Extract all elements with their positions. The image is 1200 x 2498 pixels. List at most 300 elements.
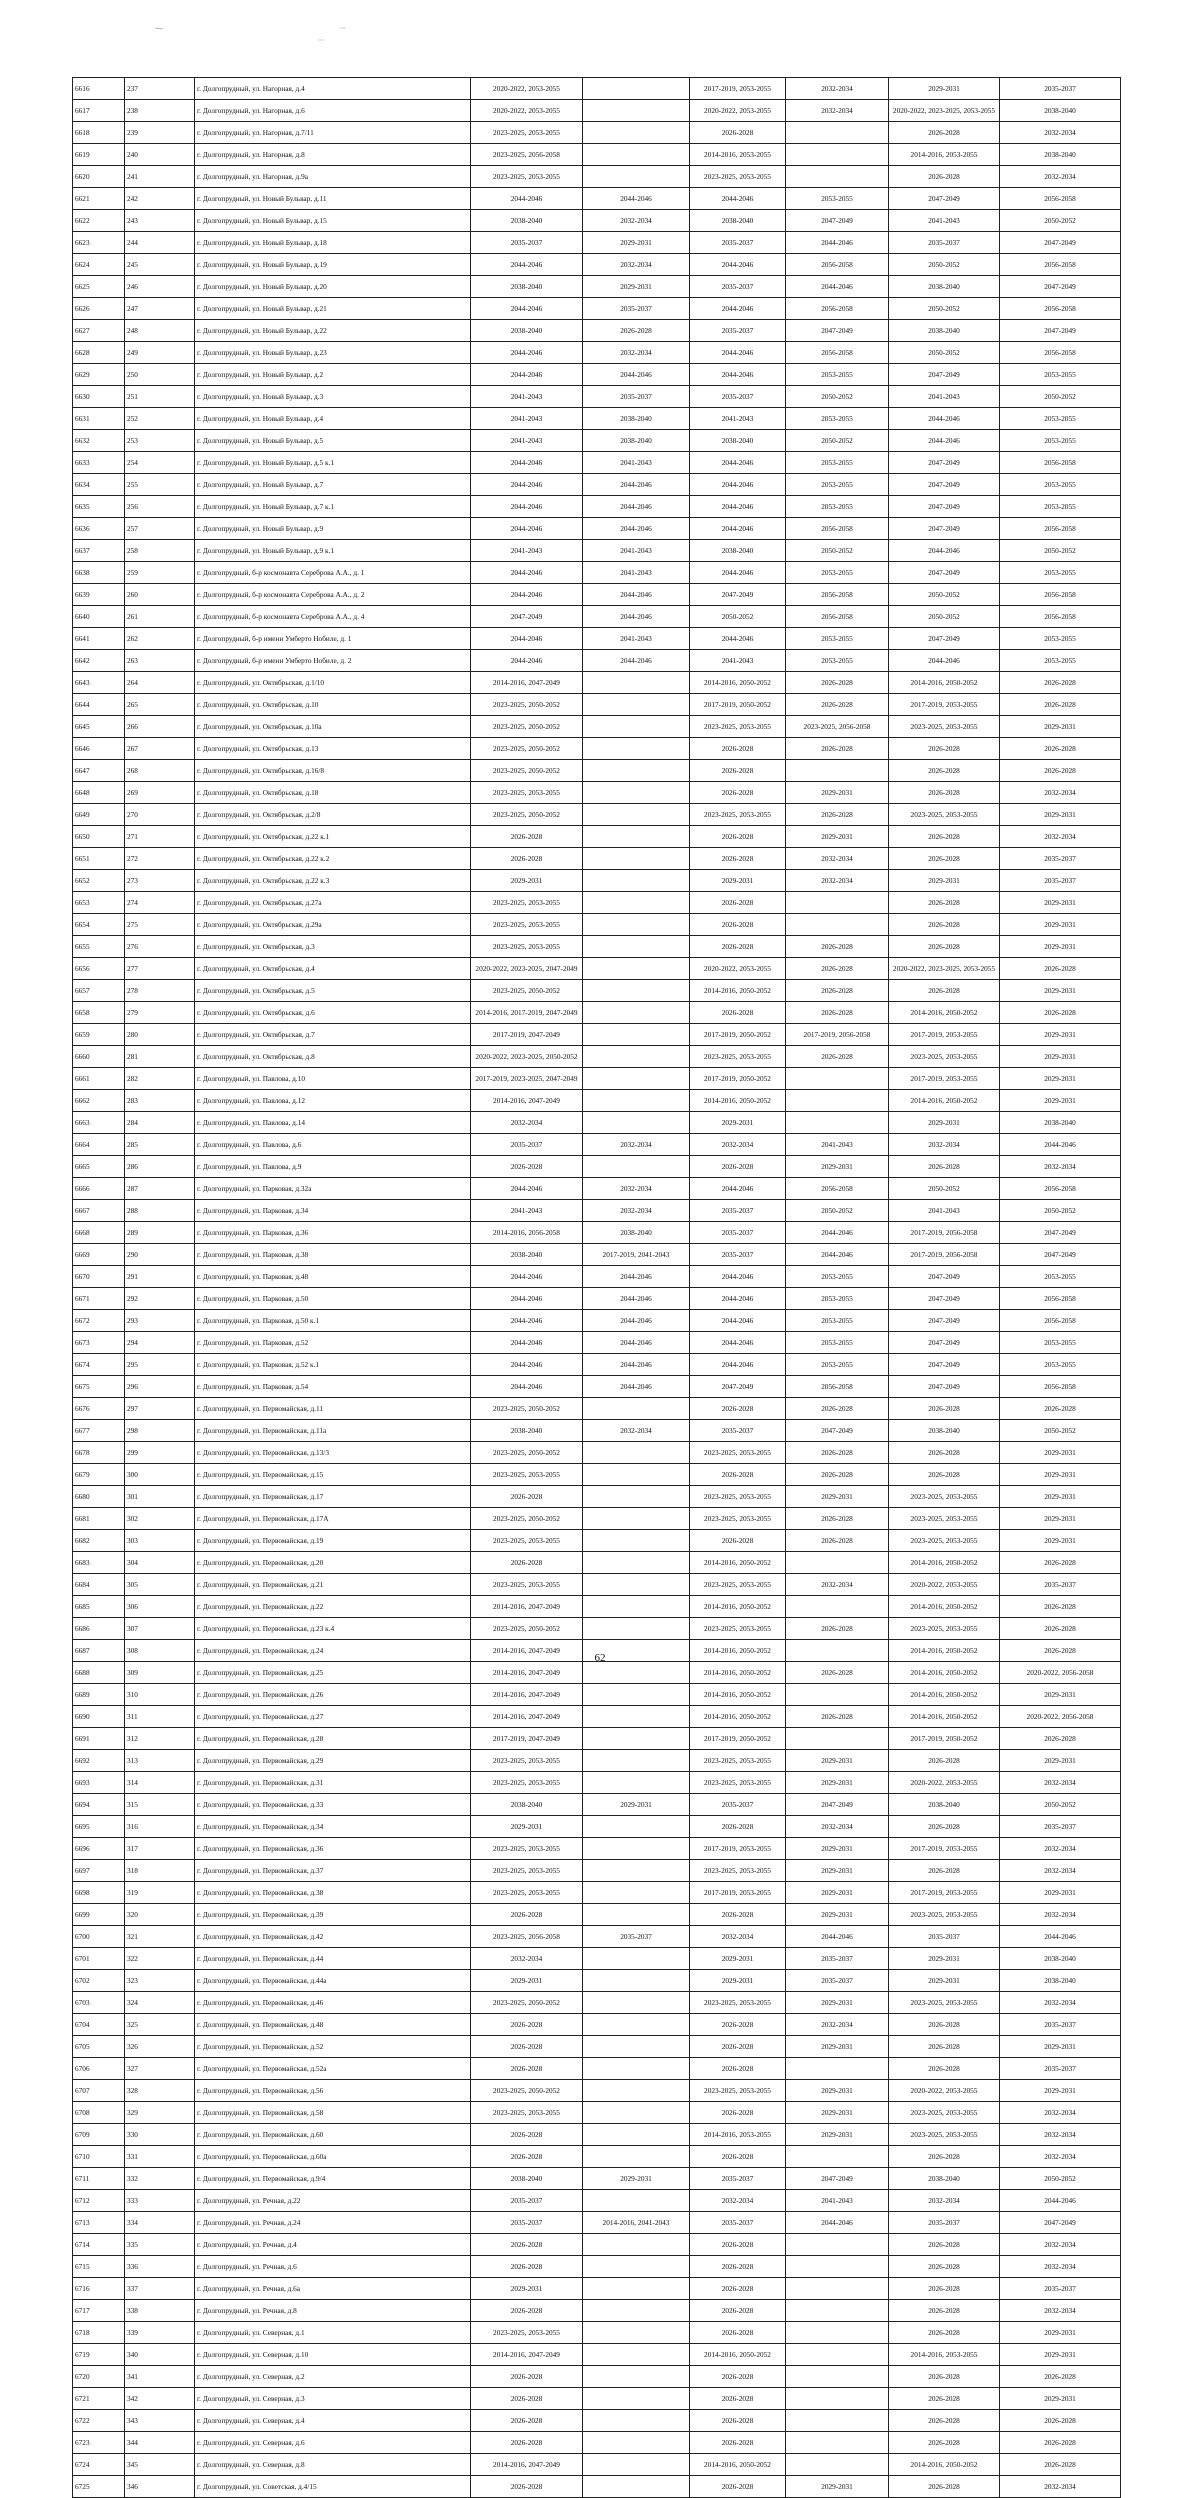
period-cell xyxy=(583,1552,690,1574)
period-cell: 2029-2031 xyxy=(786,2080,889,2102)
period-cell xyxy=(583,2322,690,2344)
address-cell: г. Долгопрудный, ул. Павлова, д.9 xyxy=(195,1156,471,1178)
table-row xyxy=(73,1728,1121,1750)
period-cell: 2029-2031 xyxy=(786,2124,889,2146)
period-cell xyxy=(583,1574,690,1596)
period-cell: 2026-2028 xyxy=(889,826,1000,848)
row-id-cell: 6676 xyxy=(73,1398,125,1420)
period-cell: 2035-2037 xyxy=(690,2212,786,2234)
address-cell: г. Долгопрудный, ул. Первомайская, д.13/3 xyxy=(195,1442,471,1464)
period-cell: 2041-2043 xyxy=(471,540,583,562)
period-cell xyxy=(583,1112,690,1134)
row-number-cell: 255 xyxy=(125,474,195,496)
row-number-cell: 345 xyxy=(125,2454,195,2476)
period-cell: 2026-2028 xyxy=(471,2256,583,2278)
period-cell: 2026-2028 xyxy=(690,2278,786,2300)
row-id-cell: 6701 xyxy=(73,1948,125,1970)
period-cell: 2026-2028 xyxy=(471,1552,583,1574)
period-cell: 2026-2028 xyxy=(889,1156,1000,1178)
period-cell: 2029-2031 xyxy=(889,78,1000,100)
row-number-cell: 239 xyxy=(125,122,195,144)
row-id-cell: 6712 xyxy=(73,2190,125,2212)
address-cell: г. Долгопрудный, б-р космонавта Сереброва А.А., д. 4 xyxy=(195,606,471,628)
period-cell: 2026-2028 xyxy=(471,826,583,848)
period-cell: 2023-2025, 2053-2055 xyxy=(889,716,1000,738)
address-cell: г. Долгопрудный, ул. Новый Бульвар, д.18 xyxy=(195,232,471,254)
period-cell: 2053-2055 xyxy=(786,1288,889,1310)
address-cell: г. Долгопрудный, ул. Новый Бульвар, д.19 xyxy=(195,254,471,276)
period-cell: 2029-2031 xyxy=(471,1816,583,1838)
period-cell: 2038-2040 xyxy=(889,320,1000,342)
period-cell: 2044-2046 xyxy=(690,474,786,496)
address-cell: г. Долгопрудный, ул. Новый Бульвар, д.3 xyxy=(195,386,471,408)
row-id-cell: 6649 xyxy=(73,804,125,826)
period-cell: 2026-2028 xyxy=(786,738,889,760)
period-cell: 2026-2028 xyxy=(889,782,1000,804)
period-cell: 2056-2058 xyxy=(786,254,889,276)
address-cell: г. Долгопрудный, ул. Советская, д.4/15 xyxy=(195,2476,471,2498)
table-row xyxy=(73,540,1121,562)
row-number-cell: 311 xyxy=(125,1706,195,1728)
address-cell: г. Долгопрудный, ул. Октябрьская, д.29а xyxy=(195,914,471,936)
period-cell: 2026-2028 xyxy=(690,2476,786,2498)
period-cell: 2023-2025, 2053-2055 xyxy=(471,1530,583,1552)
period-cell: 2020-2022, 2053-2055 xyxy=(690,100,786,122)
period-cell: 2047-2049 xyxy=(889,1310,1000,1332)
period-cell xyxy=(583,2190,690,2212)
period-cell: 2041-2043 xyxy=(690,650,786,672)
period-cell: 2023-2025, 2053-2055 xyxy=(471,1574,583,1596)
period-cell: 2038-2040 xyxy=(1000,100,1121,122)
period-cell: 2023-2025, 2053-2055 xyxy=(690,1508,786,1530)
row-id-cell: 6660 xyxy=(73,1046,125,1068)
row-id-cell: 6689 xyxy=(73,1684,125,1706)
table-row xyxy=(73,2102,1121,2124)
row-id-cell: 6629 xyxy=(73,364,125,386)
row-id-cell: 6617 xyxy=(73,100,125,122)
period-cell xyxy=(583,1992,690,2014)
row-id-cell: 6695 xyxy=(73,1816,125,1838)
period-cell: 2032-2034 xyxy=(786,78,889,100)
period-cell: 2029-2031 xyxy=(786,1156,889,1178)
period-cell: 2026-2028 xyxy=(690,892,786,914)
period-cell: 2044-2046 xyxy=(583,584,690,606)
period-cell xyxy=(786,1640,889,1662)
table-row xyxy=(73,2278,1121,2300)
table-row xyxy=(73,188,1121,210)
period-cell: 2029-2031 xyxy=(583,1794,690,1816)
address-cell: г. Долгопрудный, б-р космонавта Сереброва А.А., д. 1 xyxy=(195,562,471,584)
period-cell: 2014-2016, 2047-2049 xyxy=(471,672,583,694)
address-cell: г. Долгопрудный, ул. Парковая, д.48 xyxy=(195,1266,471,1288)
period-cell: 2032-2034 xyxy=(1000,1992,1121,2014)
period-cell: 2035-2037 xyxy=(1000,1816,1121,1838)
table-row xyxy=(73,1860,1121,1882)
period-cell: 2023-2025, 2050-2052 xyxy=(471,694,583,716)
period-cell: 2044-2046 xyxy=(690,496,786,518)
address-cell: г. Долгопрудный, ул. Первомайская, д.37 xyxy=(195,1860,471,1882)
period-cell: 2023-2025, 2050-2052 xyxy=(471,716,583,738)
period-cell: 2023-2025, 2050-2052 xyxy=(471,1508,583,1530)
row-id-cell: 6713 xyxy=(73,2212,125,2234)
period-cell: 2035-2037 xyxy=(1000,870,1121,892)
table-row xyxy=(73,1178,1121,1200)
row-id-cell: 6692 xyxy=(73,1750,125,1772)
period-cell: 2026-2028 xyxy=(690,2256,786,2278)
period-cell: 2026-2028 xyxy=(1000,2410,1121,2432)
period-cell: 2029-2031 xyxy=(583,2168,690,2190)
period-cell: 2044-2046 xyxy=(471,518,583,540)
period-cell: 2014-2016, 2050-2052 xyxy=(889,672,1000,694)
period-cell xyxy=(583,936,690,958)
period-cell: 2032-2034 xyxy=(583,210,690,232)
period-cell: 2017-2019, 2056-2058 xyxy=(889,1244,1000,1266)
row-number-cell: 240 xyxy=(125,144,195,166)
table-row xyxy=(73,2366,1121,2388)
period-cell: 2029-2031 xyxy=(1000,1508,1121,1530)
period-cell: 2050-2052 xyxy=(1000,1794,1121,1816)
period-cell: 2029-2031 xyxy=(1000,1684,1121,1706)
row-id-cell: 6693 xyxy=(73,1772,125,1794)
period-cell: 2026-2028 xyxy=(471,2058,583,2080)
period-cell: 2044-2046 xyxy=(471,496,583,518)
address-cell: г. Долгопрудный, ул. Октябрьская, д.8 xyxy=(195,1046,471,1068)
housing-repair-schedule-table xyxy=(72,77,1121,2498)
period-cell: 2026-2028 xyxy=(1000,958,1121,980)
period-cell xyxy=(583,1486,690,1508)
row-number-cell: 297 xyxy=(125,1398,195,1420)
row-id-cell: 6700 xyxy=(73,1926,125,1948)
period-cell: 2023-2025, 2053-2055 xyxy=(889,1486,1000,1508)
period-cell: 2023-2025, 2053-2055 xyxy=(889,1904,1000,1926)
row-id-cell: 6652 xyxy=(73,870,125,892)
row-number-cell: 310 xyxy=(125,1684,195,1706)
address-cell: г. Долгопрудный, ул. Парковая, д.52 xyxy=(195,1332,471,1354)
period-cell: 2026-2028 xyxy=(786,980,889,1002)
address-cell: г. Долгопрудный, ул. Парковая, д.34 xyxy=(195,1200,471,1222)
row-number-cell: 320 xyxy=(125,1904,195,1926)
row-number-cell: 341 xyxy=(125,2366,195,2388)
period-cell xyxy=(583,1904,690,1926)
row-number-cell: 254 xyxy=(125,452,195,474)
row-id-cell: 6671 xyxy=(73,1288,125,1310)
table-row xyxy=(73,628,1121,650)
address-cell: г. Долгопрудный, ул. Северная, д.4 xyxy=(195,2410,471,2432)
table-row xyxy=(73,1244,1121,1266)
period-cell: 2047-2049 xyxy=(1000,1244,1121,1266)
row-number-cell: 243 xyxy=(125,210,195,232)
period-cell: 2026-2028 xyxy=(1000,1640,1121,1662)
period-cell xyxy=(583,1706,690,1728)
table-row xyxy=(73,1574,1121,1596)
row-id-cell: 6673 xyxy=(73,1332,125,1354)
period-cell: 2023-2025, 2050-2052 xyxy=(471,1992,583,2014)
table-row xyxy=(73,166,1121,188)
row-number-cell: 319 xyxy=(125,1882,195,1904)
period-cell: 2032-2034 xyxy=(471,1112,583,1134)
period-cell xyxy=(583,870,690,892)
row-number-cell: 307 xyxy=(125,1618,195,1640)
period-cell: 2029-2031 xyxy=(1000,2388,1121,2410)
address-cell: г. Долгопрудный, ул. Парковая, д.52 к.1 xyxy=(195,1354,471,1376)
period-cell: 2032-2034 xyxy=(1000,782,1121,804)
period-cell: 2029-2031 xyxy=(889,1112,1000,1134)
period-cell: 2020-2022, 2053-2055 xyxy=(471,78,583,100)
table-row xyxy=(73,2190,1121,2212)
address-cell: г. Долгопрудный, ул. Первомайская, д.52 xyxy=(195,2036,471,2058)
address-cell: г. Долгопрудный, ул. Речная, д.4 xyxy=(195,2234,471,2256)
table-row xyxy=(73,430,1121,452)
row-number-cell: 248 xyxy=(125,320,195,342)
table-row xyxy=(73,848,1121,870)
period-cell: 2056-2058 xyxy=(1000,1376,1121,1398)
period-cell: 2026-2028 xyxy=(471,2036,583,2058)
period-cell: 2017-2019, 2053-2055 xyxy=(889,694,1000,716)
period-cell: 2026-2028 xyxy=(690,2234,786,2256)
period-cell: 2044-2046 xyxy=(690,452,786,474)
period-cell: 2035-2037 xyxy=(471,232,583,254)
period-cell: 2032-2034 xyxy=(1000,2124,1121,2146)
period-cell: 2035-2037 xyxy=(786,1948,889,1970)
period-cell xyxy=(583,1772,690,1794)
table-row xyxy=(73,1068,1121,1090)
row-number-cell: 308 xyxy=(125,1640,195,1662)
period-cell: 2047-2049 xyxy=(1000,276,1121,298)
period-cell: 2044-2046 xyxy=(471,1178,583,1200)
period-cell xyxy=(786,2234,889,2256)
address-cell: г. Долгопрудный, ул. Первомайская, д.9/4 xyxy=(195,2168,471,2190)
address-cell: г. Долгопрудный, ул. Октябрьская, д.27а xyxy=(195,892,471,914)
address-cell: г. Долгопрудный, ул. Первомайская, д.36 xyxy=(195,1838,471,1860)
period-cell: 2032-2034 xyxy=(690,1134,786,1156)
period-cell: 2023-2025, 2053-2055 xyxy=(471,1750,583,1772)
period-cell xyxy=(583,2058,690,2080)
row-id-cell: 6718 xyxy=(73,2322,125,2344)
row-id-cell: 6690 xyxy=(73,1706,125,1728)
address-cell: г. Долгопрудный, ул. Северная, д.1 xyxy=(195,2322,471,2344)
row-number-cell: 265 xyxy=(125,694,195,716)
period-cell xyxy=(583,716,690,738)
period-cell: 2023-2025, 2053-2055 xyxy=(690,1772,786,1794)
period-cell: 2056-2058 xyxy=(1000,1288,1121,1310)
period-cell: 2044-2046 xyxy=(471,650,583,672)
period-cell xyxy=(583,826,690,848)
period-cell: 2014-2016, 2017-2019, 2047-2049 xyxy=(471,1002,583,1024)
period-cell: 2020-2022, 2053-2055 xyxy=(889,2080,1000,2102)
address-cell: г. Долгопрудный, ул. Северная, д.3 xyxy=(195,2388,471,2410)
table-row xyxy=(73,1684,1121,1706)
address-cell: г. Долгопрудный, ул. Северная, д.2 xyxy=(195,2366,471,2388)
row-id-cell: 6714 xyxy=(73,2234,125,2256)
row-id-cell: 6642 xyxy=(73,650,125,672)
period-cell: 2047-2049 xyxy=(786,320,889,342)
table-row xyxy=(73,1332,1121,1354)
period-cell: 2014-2016, 2050-2052 xyxy=(889,1662,1000,1684)
period-cell: 2026-2028 xyxy=(889,166,1000,188)
row-number-cell: 325 xyxy=(125,2014,195,2036)
period-cell: 2023-2025, 2050-2052 xyxy=(471,2080,583,2102)
period-cell xyxy=(786,2388,889,2410)
period-cell: 2053-2055 xyxy=(786,650,889,672)
period-cell: 2038-2040 xyxy=(1000,144,1121,166)
row-id-cell: 6644 xyxy=(73,694,125,716)
period-cell: 2014-2016, 2050-2052 xyxy=(690,1552,786,1574)
period-cell: 2023-2025, 2053-2055 xyxy=(690,1860,786,1882)
table-row xyxy=(73,1662,1121,1684)
row-id-cell: 6691 xyxy=(73,1728,125,1750)
address-cell: г. Долгопрудный, ул. Нагорная, д.6 xyxy=(195,100,471,122)
period-cell: 2056-2058 xyxy=(1000,254,1121,276)
row-number-cell: 280 xyxy=(125,1024,195,1046)
period-cell: 2044-2046 xyxy=(690,254,786,276)
period-cell: 2056-2058 xyxy=(1000,584,1121,606)
table-row xyxy=(73,2146,1121,2168)
table-row xyxy=(73,870,1121,892)
address-cell: г. Долгопрудный, ул. Новый Бульвар, д.20 xyxy=(195,276,471,298)
period-cell: 2020-2022, 2023-2025, 2050-2052 xyxy=(471,1046,583,1068)
table-row xyxy=(73,1706,1121,1728)
table-row xyxy=(73,1046,1121,1068)
row-number-cell: 237 xyxy=(125,78,195,100)
address-cell: г. Долгопрудный, ул. Речная, д.8 xyxy=(195,2300,471,2322)
period-cell: 2056-2058 xyxy=(1000,298,1121,320)
period-cell: 2029-2031 xyxy=(889,1970,1000,1992)
period-cell: 2041-2043 xyxy=(690,408,786,430)
row-number-cell: 303 xyxy=(125,1530,195,1552)
address-cell: г. Долгопрудный, ул. Парковая, д.50 xyxy=(195,1288,471,1310)
period-cell: 2029-2031 xyxy=(1000,1442,1121,1464)
row-number-cell: 318 xyxy=(125,1860,195,1882)
period-cell: 2026-2028 xyxy=(889,1816,1000,1838)
row-number-cell: 293 xyxy=(125,1310,195,1332)
period-cell xyxy=(583,694,690,716)
row-id-cell: 6637 xyxy=(73,540,125,562)
period-cell: 2044-2046 xyxy=(583,1376,690,1398)
row-number-cell: 277 xyxy=(125,958,195,980)
period-cell: 2047-2049 xyxy=(889,628,1000,650)
period-cell: 2026-2028 xyxy=(786,1706,889,1728)
period-cell: 2041-2043 xyxy=(471,408,583,430)
address-cell: г. Долгопрудный, ул. Октябрьская, д.22 к.1 xyxy=(195,826,471,848)
row-id-cell: 6628 xyxy=(73,342,125,364)
period-cell xyxy=(583,738,690,760)
period-cell: 2044-2046 xyxy=(471,188,583,210)
period-cell: 2023-2025, 2053-2055 xyxy=(889,1530,1000,1552)
period-cell: 2026-2028 xyxy=(1000,1596,1121,1618)
row-number-cell: 342 xyxy=(125,2388,195,2410)
period-cell: 2026-2028 xyxy=(471,1486,583,1508)
row-number-cell: 295 xyxy=(125,1354,195,1376)
table-row xyxy=(73,1596,1121,1618)
row-number-cell: 252 xyxy=(125,408,195,430)
period-cell: 2026-2028 xyxy=(786,958,889,980)
period-cell: 2041-2043 xyxy=(471,430,583,452)
address-cell: г. Долгопрудный, ул. Октябрьская, д.22 к.2 xyxy=(195,848,471,870)
address-cell: г. Долгопрудный, ул. Павлова, д.12 xyxy=(195,1090,471,1112)
table-row xyxy=(73,452,1121,474)
address-cell: г. Долгопрудный, ул. Октябрьская, д.4 xyxy=(195,958,471,980)
period-cell: 2041-2043 xyxy=(583,562,690,584)
table-row xyxy=(73,2014,1121,2036)
period-cell: 2041-2043 xyxy=(889,1200,1000,1222)
period-cell: 2047-2049 xyxy=(889,1332,1000,1354)
period-cell xyxy=(583,2476,690,2498)
period-cell: 2017-2019, 2053-2055 xyxy=(889,1838,1000,1860)
period-cell: 2017-2019, 2050-2052 xyxy=(690,1068,786,1090)
table-row xyxy=(73,1134,1121,1156)
period-cell: 2014-2016, 2050-2052 xyxy=(889,1596,1000,1618)
period-cell: 2041-2043 xyxy=(889,210,1000,232)
address-cell: г. Долгопрудный, ул. Первомайская, д.39 xyxy=(195,1904,471,1926)
period-cell xyxy=(786,2256,889,2278)
period-cell: 2035-2037 xyxy=(889,2212,1000,2234)
table-row xyxy=(73,1904,1121,1926)
period-cell: 2014-2016, 2047-2049 xyxy=(471,1090,583,1112)
period-cell: 2032-2034 xyxy=(1000,2234,1121,2256)
period-cell: 2014-2016, 2050-2052 xyxy=(889,2454,1000,2476)
period-cell: 2014-2016, 2050-2052 xyxy=(889,1002,1000,1024)
period-cell: 2026-2028 xyxy=(786,672,889,694)
address-cell: г. Долгопрудный, ул. Октябрьская, д.10а xyxy=(195,716,471,738)
address-cell: г. Долгопрудный, ул. Павлова, д.6 xyxy=(195,1134,471,1156)
period-cell xyxy=(786,2278,889,2300)
table-row xyxy=(73,122,1121,144)
table-row xyxy=(73,1310,1121,1332)
period-cell: 2023-2025, 2053-2055 xyxy=(690,804,786,826)
period-cell: 2023-2025, 2053-2055 xyxy=(471,1464,583,1486)
row-id-cell: 6633 xyxy=(73,452,125,474)
table-row xyxy=(73,1090,1121,1112)
row-id-cell: 6683 xyxy=(73,1552,125,1574)
period-cell: 2026-2028 xyxy=(889,2278,1000,2300)
period-cell: 2044-2046 xyxy=(471,298,583,320)
period-cell: 2044-2046 xyxy=(471,452,583,474)
period-cell xyxy=(583,2080,690,2102)
period-cell: 2044-2046 xyxy=(471,474,583,496)
table-row xyxy=(73,2432,1121,2454)
period-cell: 2026-2028 xyxy=(889,1464,1000,1486)
period-cell: 2026-2028 xyxy=(1000,760,1121,782)
period-cell: 2026-2028 xyxy=(690,936,786,958)
period-cell: 2032-2034 xyxy=(786,1816,889,1838)
period-cell: 2050-2052 xyxy=(889,584,1000,606)
period-cell xyxy=(583,2344,690,2366)
period-cell: 2029-2031 xyxy=(786,1750,889,1772)
period-cell: 2029-2031 xyxy=(1000,1068,1121,1090)
row-number-cell: 344 xyxy=(125,2432,195,2454)
period-cell: 2023-2025, 2053-2055 xyxy=(889,2124,1000,2146)
row-number-cell: 333 xyxy=(125,2190,195,2212)
row-id-cell: 6657 xyxy=(73,980,125,1002)
period-cell: 2032-2034 xyxy=(786,2014,889,2036)
period-cell: 2026-2028 xyxy=(471,2300,583,2322)
row-id-cell: 6704 xyxy=(73,2014,125,2036)
row-id-cell: 6699 xyxy=(73,1904,125,1926)
period-cell: 2029-2031 xyxy=(1000,914,1121,936)
period-cell: 2029-2031 xyxy=(786,2102,889,2124)
address-cell: г. Долгопрудный, ул. Первомайская, д.23 к.4 xyxy=(195,1618,471,1640)
row-number-cell: 283 xyxy=(125,1090,195,1112)
period-cell: 2029-2031 xyxy=(1000,2344,1121,2366)
period-cell xyxy=(583,980,690,1002)
address-cell: г. Долгопрудный, ул. Новый Бульвар, д.22 xyxy=(195,320,471,342)
period-cell: 2038-2040 xyxy=(889,1794,1000,1816)
row-id-cell: 6648 xyxy=(73,782,125,804)
period-cell: 2014-2016, 2047-2049 xyxy=(471,1640,583,1662)
period-cell: 2014-2016, 2053-2055 xyxy=(690,144,786,166)
address-cell: г. Долгопрудный, ул. Новый Бульвар, д.23 xyxy=(195,342,471,364)
row-id-cell: 6679 xyxy=(73,1464,125,1486)
